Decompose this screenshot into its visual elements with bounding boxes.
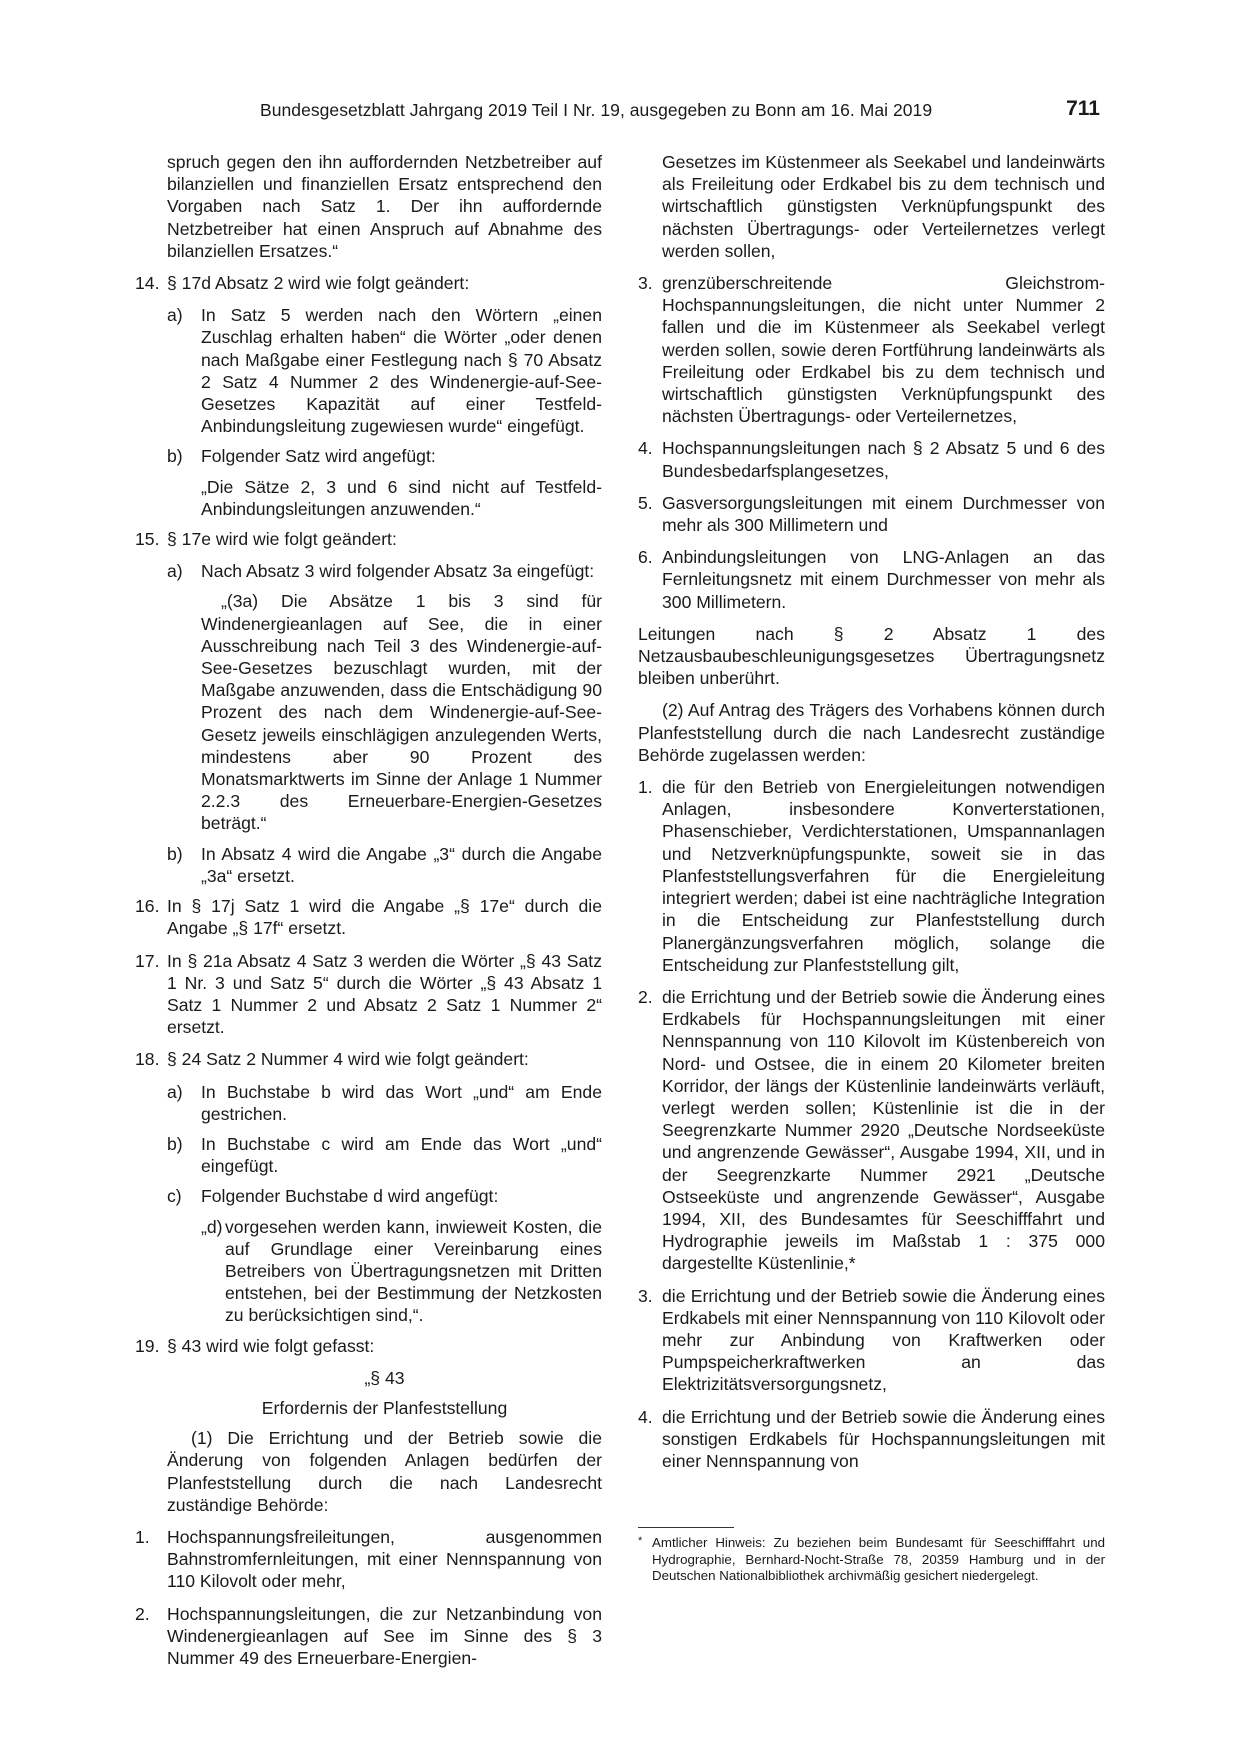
sub-item-letter: b): [167, 843, 183, 864]
item-text: § 17e wird wie folgt geändert:: [167, 529, 397, 550]
paragraph-2: (2) Auf Antrag des Trägers des Vorhabens können durch Planfeststellung durch die nach Landesrecht zuständige Behörde zugelassen werden:: [638, 700, 1105, 765]
numbered-item-3: [638, 272, 1105, 427]
numbered-item-6: [638, 546, 1105, 613]
numbered-item-2: [135, 1603, 602, 1670]
numbered-item-1: [638, 776, 1105, 976]
item-number: 5.: [638, 492, 653, 513]
sub-item-letter: b): [167, 446, 183, 467]
sub-item-letter: a): [167, 1081, 183, 1102]
numbered-item-5: [638, 492, 1105, 536]
continued-text: Gesetzes im Küstenmeer als Seekabel und landeinwärts als Freileitung oder Erdkabel bis zu dem technisch und wirtschaftlich günstigsten Verknüpfungspunkt des nächsten Übertragungs- oder Verteilernetzes verlegt werden sollen,: [662, 152, 1105, 261]
sub-item-text: Folgender Buchstabe d wird angefügt:: [201, 1186, 499, 1207]
item-text: § 24 Satz 2 Nummer 4 wird wie folgt geändert:: [167, 1049, 529, 1070]
sub-item-text: In Buchstabe c wird am Ende das Wort „und“ eingefügt.: [201, 1133, 602, 1177]
right-column: [638, 151, 1105, 1482]
item-number: 2.: [135, 1603, 150, 1624]
sub-item-letter: c): [167, 1186, 182, 1207]
item-text: die Errichtung und der Betrieb sowie die Änderung eines Erdkabels für Hochspannungsleitungen mit einer Nennspannung von 110 Kilovolt im Küstenbereich von Nord- und Ostsee, die in einem 20 Kilometer breiten Korridor, der längs der Küstenlinie landeinwärts verläuft, verlegt werden sollen; Küstenlinie ist die in der Seegrenzkarte Nummer 2920 „Deutsche Nordseeküste und angrenzende Gewässer“, Ausgabe 1994, XII, und in der Seegrenzkarte Nummer 2921 „Deutsche Ostseeküste und angrenzende Gewässer“, Ausgabe 1994, XII, des Bundesamtes für Seeschifffahrt und Hydrographie jeweils im Maßstab 1 : 375 000 dargestellte Küstenlinie,*: [662, 986, 1105, 1274]
item-text: In § 17j Satz 1 wird die Angabe „§ 17e“ durch die Angabe „§ 17f“ ersetzt.: [167, 896, 602, 939]
item-text: grenzüberschreitende Gleichstrom-Hochspannungsleitungen, die nicht unter Nummer 2 fallen und die im Küstenmeer als Seekabel verlegt werden sollen, sowie deren Fortführung landeinwärts als Freileitung oder Erdkabel bis zu dem technisch und wirtschaftlich günstigsten Verknüpfungspunkt des nächsten Übertragungs- oder Verteilernetzes,: [662, 273, 1105, 427]
header-title: Bundesgesetzblatt Jahrgang 2019 Teil I Nr. 19, ausgegeben zu Bonn am 16. Mai 2019: [260, 100, 933, 120]
item-text: In § 21a Absatz 4 Satz 3 werden die Wörter „§ 43 Satz 1 Nr. 3 und Satz 5“ durch die Wörter „§ 43 Absatz 1 Satz 1 Nummer 2 und Absatz 2 Satz 1 Nummer 2“ ersetzt.: [167, 950, 602, 1038]
sub-item-letter: a): [167, 305, 183, 326]
numbered-item-3: [638, 1285, 1105, 1396]
item-number: 15.: [135, 529, 160, 550]
sub-item-letter: „d): [201, 1216, 223, 1237]
sub-item-letter: a): [167, 561, 183, 582]
sub-item-text: In Absatz 4 wird die Angabe „3“ durch die Angabe „3a“ ersetzt.: [201, 843, 602, 886]
item-text: Hochspannungsleitungen nach § 2 Absatz 5 und 6 des Bundesbedarfsplangesetzes,: [662, 438, 1105, 481]
item-number: 19.: [135, 1335, 160, 1356]
item-number: 3.: [638, 273, 653, 294]
item-number: 3.: [638, 1285, 653, 1306]
section-label: „§ 43: [364, 1367, 405, 1388]
sub-item-15a: [135, 560, 602, 582]
list-item-18: [135, 1048, 602, 1070]
item-number: 16.: [135, 896, 160, 917]
page-header: [260, 97, 1100, 126]
item-text: Anbindungsleitungen von LNG-Anlagen an das Fernleitungsnetz mit einem Durchmesser von mehr als 300 Millimetern.: [662, 547, 1105, 612]
sub-item-letter: b): [167, 1133, 183, 1154]
page-number: 711: [1066, 97, 1100, 120]
item-number: 1.: [135, 1526, 150, 1547]
section-heading: Erfordernis der Planfeststellung: [261, 1397, 508, 1418]
list-item-19: [135, 1335, 602, 1357]
numbered-item-1: [135, 1526, 602, 1593]
item-text: § 17d Absatz 2 wird wie folgt geändert:: [167, 273, 470, 294]
item-number: 6.: [638, 547, 653, 568]
item-text: § 43 wird wie folgt gefasst:: [167, 1335, 375, 1356]
item-number: 4.: [638, 1406, 653, 1427]
sub-item-text: Nach Absatz 3 wird folgender Absatz 3a eingefügt:: [201, 561, 595, 582]
sub-item-text: vorgesehen werden kann, inwieweit Kosten, die auf Grundlage einer Vereinbarung eines Betreibers von Übertragungsnetzen mit Dritten entstehen, bei der Bestimmung der Netzkosten zu berücksichtigen sind,“.: [225, 1216, 602, 1326]
item-text: Gasversorgungsleitungen mit einem Durchmesser von mehr als 300 Millimetern und: [662, 492, 1105, 536]
list-item-17: [135, 950, 602, 1039]
item-number: 17.: [135, 950, 160, 971]
sub-item-14b: [135, 445, 602, 467]
item-number: 14.: [135, 273, 160, 294]
list-item-15: [135, 528, 602, 550]
quoted-paragraph: „(3a) Die Absätze 1 bis 3 sind für Windenergieanlagen auf See, die in einer Ausschreibung nach Teil 3 des Windenergie-auf-See-Gesetzes bezuschlagt wurden, mit der Maßgabe anzuwenden, dass die Entschädigung 90 Prozent des nach dem Windenergie-auf-See-Gesetz jeweils einschlägigen anzulegenden Werts, mindestens aber 90 Prozent des Monatsmarktwerts im Sinne der Anlage 1 Nummer 2.2.3 des Erneuerbare-Energien-Gesetzes beträgt.“: [201, 591, 602, 834]
list-item-16: [135, 895, 602, 939]
numbered-item-4: [638, 1406, 1105, 1473]
footnote-mark: *: [638, 1535, 643, 1547]
quoted-text: „Die Sätze 2, 3 und 6 sind nicht auf Testfeld-Anbindungsleitungen anzuwenden.“: [201, 476, 602, 519]
item-number: 4.: [638, 438, 653, 459]
continued-text: spruch gegen den ihn auffordernden Netzbetreiber auf bilanziellen und finanziellen Ersatz entsprechend den Vorgaben nach Satz 1. Der ihn auffordernde Netzbetreiber hat einen Anspruch auf Abnahme des bilanziellen Ersatzes.“: [167, 152, 602, 261]
sub-item-text: In Satz 5 werden nach den Wörtern „einen Zuschlag erhalten haben“ die Wörter „oder denen nach Maßgabe einer Festlegung nach § 70 Absatz 2 Satz 4 Nummer 2 des Windenergie-auf-See-Gesetzes Kapazität auf einer Testfeld-Anbindungsleitung zugewiesen wurde“ eingefügt.: [201, 305, 602, 437]
sub-item-18a: [135, 1081, 602, 1125]
footnote: [638, 1535, 1105, 1585]
footnote-divider: [638, 1527, 734, 1528]
sub-item-18d: [135, 1216, 602, 1327]
item-text: Hochspannungsleitungen, die zur Netzanbindung von Windenergieanlagen auf See im Sinne des § 3 Nummer 49 des Erneuerbare-Energien-: [167, 1603, 602, 1668]
item-text: die Errichtung und der Betrieb sowie die Änderung eines sonstigen Erdkabels für Hochspannungsleitungen mit einer Nennspannung von: [662, 1406, 1105, 1471]
sub-item-text: Folgender Satz wird angefügt:: [201, 446, 436, 467]
sub-item-18c: [135, 1185, 602, 1207]
paragraph-1: (1) Die Errichtung und der Betrieb sowie die Änderung von folgenden Anlagen bedürfen der Planfeststellung durch die nach Landesrecht zuständige Behörde:: [167, 1428, 602, 1515]
item-number: 1.: [638, 777, 653, 798]
sub-item-text: In Buchstabe b wird das Wort „und“ am Ende gestrichen.: [201, 1081, 602, 1124]
item-text: die Errichtung und der Betrieb sowie die Änderung eines Erdkabels mit einer Nennspannung von 110 Kilovolt oder mehr zur Anbindung von Kraftwerken oder Pumpspeicherkraftwerken an das Elektrizitätsversorgungsnetz,: [662, 1285, 1105, 1395]
left-column: [135, 151, 602, 1679]
item-text: Hochspannungsfreileitungen, ausgenommen Bahnstromfernleitungen, mit einer Nennspannung von 110 Kilovolt oder mehr,: [167, 1526, 602, 1592]
numbered-item-4: [638, 437, 1105, 481]
sub-item-14a: [135, 304, 602, 437]
item-number: 2.: [638, 986, 653, 1007]
list-item-14: [135, 272, 602, 294]
item-text: die für den Betrieb von Energieleitungen notwendigen Anlagen, insbesondere Konverterstationen, Phasenschieber, Verdichterstationen, Umspannanlagen und Netzverknüpfungspunkte, soweit sie in das Planfeststellungsverfahren für die Energieleitung integriert werden; dabei ist eine nachträgliche Integration in die Entscheidung zur Planfeststellung durch Planergänzungsverfahren möglich, solange die Entscheidung zur Planfeststellung gilt,: [662, 777, 1105, 975]
sub-item-15b: [135, 843, 602, 887]
sub-item-18b: [135, 1133, 602, 1177]
numbered-item-2: [638, 986, 1105, 1275]
item-number: 18.: [135, 1049, 160, 1070]
footnote-text: Amtlicher Hinweis: Zu beziehen beim Bundesamt für Seeschifffahrt und Hydrographie, Bernhard-Nocht-Straße 78, 20359 Hamburg und in der Deutschen Nationalbibliothek archivmäßig gesichert niedergelegt.: [652, 1535, 1105, 1583]
closing-sentence: Leitungen nach § 2 Absatz 1 des Netzausbaubeschleunigungsgesetzes Übertragungsnetz bleiben unberührt.: [638, 623, 1105, 689]
